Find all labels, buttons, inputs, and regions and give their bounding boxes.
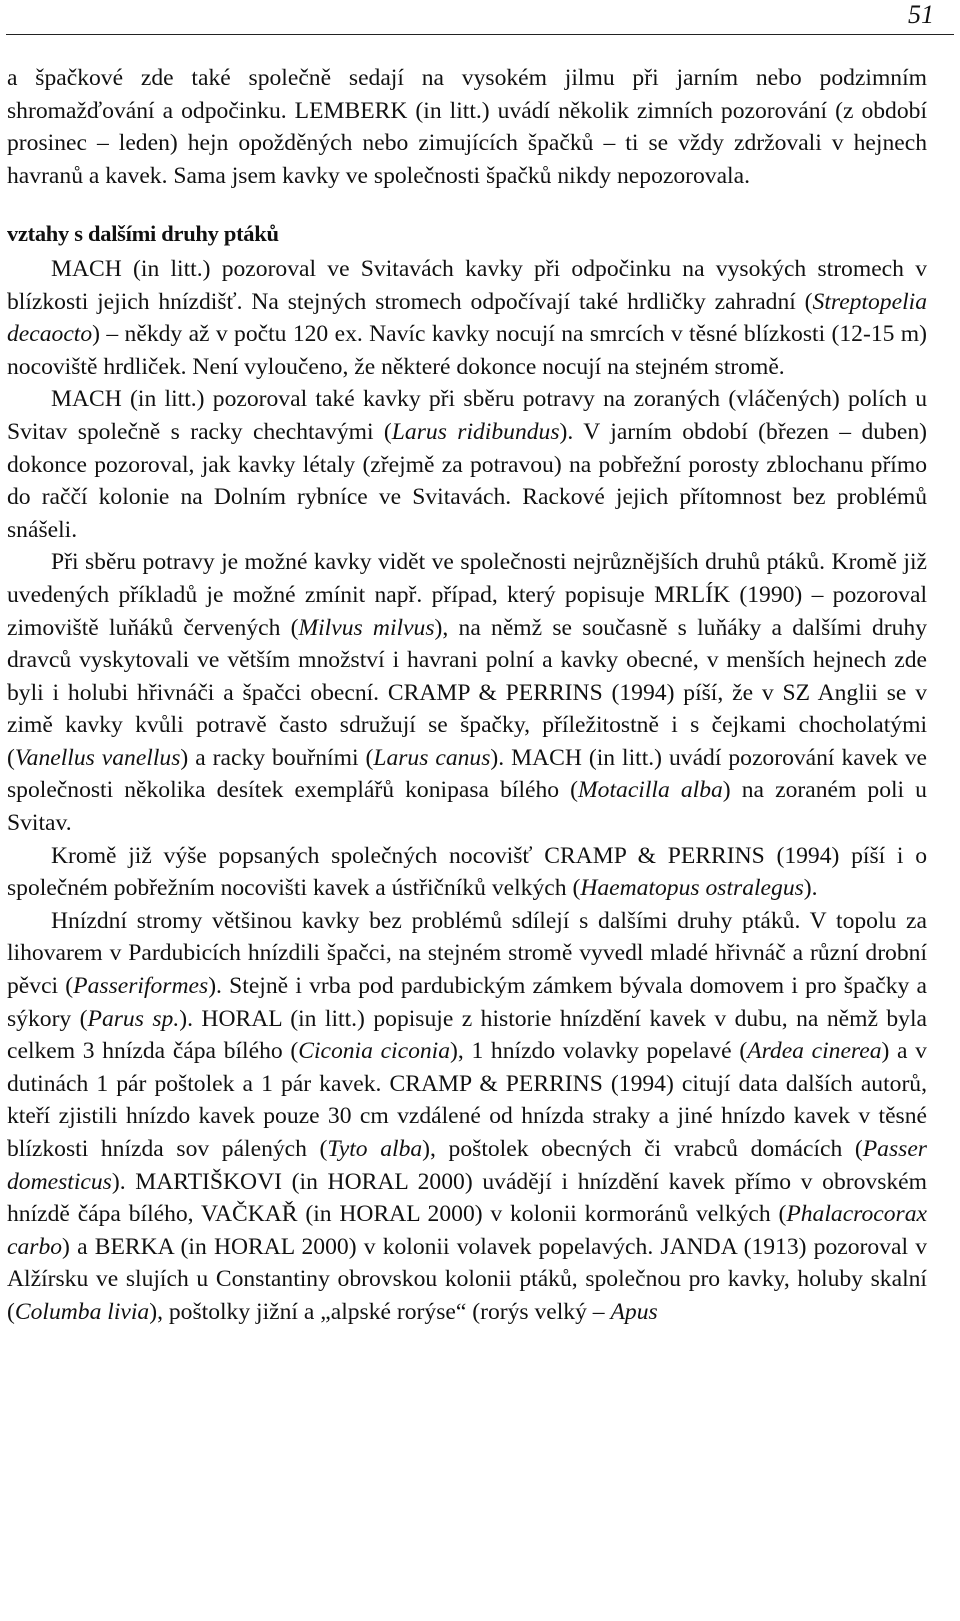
species-name: Vanellus vanellus [14, 744, 181, 771]
species-name: Ardea cinerea [747, 1038, 882, 1065]
paragraph: Při sběru potravy je možné kavky vidět ve společnosti nejrůznějších druhů ptáků. Kromě již uvedených příkladů je možné zmínit např. případ, který popisuje MRLÍK (1990) – pozoroval zimoviště luňáků červených (Milvus milvus), na němž se současně s luňáky a dalšími druhy dravců vyskytovali ve větším množství i havrani polní a kavky obecné, v menších hejnech zde byli i holubi hřivnáči a špačci obecní. CRAMP & PERRINS (1994) píší, že v SZ Anglii se v zimě kavky kvůli potravě často sdružují se špačky, příležitostně i s čejkami chocholatými (Vanellus vanellus) a racky bouřními (Larus canus). MACH (in litt.) uvádí pozorování kavek ve společnosti několika desítek exemplářů konipasa bílého (Motacilla alba) na zoraném poli u Svitav. [7, 549, 928, 837]
species-name: Larus canus [373, 744, 491, 771]
species-name: Phalacrocorax carbo [7, 1201, 927, 1260]
page-number: 51 [908, 0, 934, 29]
paragraph: MACH (in litt.) pozoroval také kavky při sběru potravy na zoraných (vláčených) polích u Svitav společně s racky chechtavými (Larus ridibundus). V jarním období (březen – duben) dokonce pozoroval, jak kavky létaly (zřejmě za potravou) na pobřežní porosty zblochanu přímo do raččí kolonie na Dolním rybníce ve Svitavách. Rackové jejich přítomnost bez problémů snášeli. [7, 386, 928, 543]
species-name: Tyto alba [327, 1136, 423, 1162]
species-name: Passeriformes [73, 973, 209, 1000]
species-name: Ciconia ciconia [298, 1038, 451, 1065]
body-text [7, 62, 927, 1329]
species-name: Apus [610, 1298, 658, 1325]
paragraph: MACH (in litt.) pozoroval ve Svitavách kavky při odpočinku na vysokých stromech v blízkosti jejich hnízdišť. Na stejných stromech odpočívají také hrdličky zahradní (Streptopelia decaocto) – někdy až v počtu 120 ex. Navíc kavky nocují na smrcích v těsné blízkosti (12-15 m) nocoviště hrdliček. Není vyloučeno, že některé dokonce nocují na stejném stromě. [7, 255, 927, 380]
species-name: Haematopus ostralegus [580, 875, 804, 902]
section-heading: vztahy s dalšími druhy ptáků [7, 221, 279, 247]
species-name: Larus ridibundus [391, 418, 560, 445]
species-name: Motacilla alba [578, 777, 723, 804]
paragraph: Kromě již výše popsaných společných nocovišť CRAMP & PERRINS (1994) píší i o společném pobřežním nocovišti kavek a ústřičníků velkých (Haematopus ostralegus). [7, 842, 927, 902]
species-name: Milvus milvus [298, 614, 435, 641]
species-name: Passer domesticus [7, 1136, 927, 1195]
paragraph: Hnízdní stromy většinou kavky bez problémů sdílejí s dalšími druhy ptáků. V topolu za lihovarem v Pardubicích hnízdili špačci, na stejném stromě vyvedl mladé hřivnáč a různí drobní pěvci (Passeriformes). Stejně i vrba pod pardubickým zámkem bývala domovem i pro špačky a sýkory (Parus sp.). HORAL (in litt.) popisuje z historie hnízdění kavek v dubu, na němž byla celkem 3 hnízda čápa bílého (Ciconia ciconia), 1 hnízdo volavky popelavé (Ardea cinerea) a v dutinách 1 pár poštolek a 1 pár kavek. CRAMP & PERRINS (1994) citují data dalších autorů, kteří zjistili hnízdo kavek pouze 30 cm vzdálené od hnízda straky a jiné hnízdo kavek v těsné blízkosti hnízda sov pálených (Tyto alba), poštolek obecných či vrabců domácích (Passer domesticus). MARTIŠKOVI (in HORAL 2000) uvádějí i hnízdění kavek přímo v obrovském hnízdě čápa bílého, VAČKAŘ (in HORAL 2000) v kolonii kormoránů velkých (Phalacrocorax carbo) a BERKA (in HORAL 2000) v kolonii volavek popelavých. JANDA (1913) pozoroval v Alžírsku ve slujích u Constantiny obrovskou kolonii ptáků, společnou pro kavky, holuby skalní (Columba livia), poštolky jižní a „alpské rorýse“ (rorýs velký – Apus [7, 907, 927, 1325]
species-name: Parus sp. [87, 1005, 180, 1032]
paragraph: a špačkové zde také společně sedají na vysokém jilmu při jarním nebo podzimním shromažďování a odpočinku. LEMBERK (in litt.) uvádí několik zimních pozorování (z období prosinec – leden) hejn opožděných nebo zimujících špačků – ti se vždy zdržovali v hejnech havranů a kavek. Sama jsem kavky ve společnosti špačků nikdy nepozorovala. [7, 65, 927, 189]
species-name: Columba livia [14, 1298, 150, 1325]
header-rule [6, 34, 954, 35]
species-name: Streptopelia decaocto [7, 288, 927, 348]
